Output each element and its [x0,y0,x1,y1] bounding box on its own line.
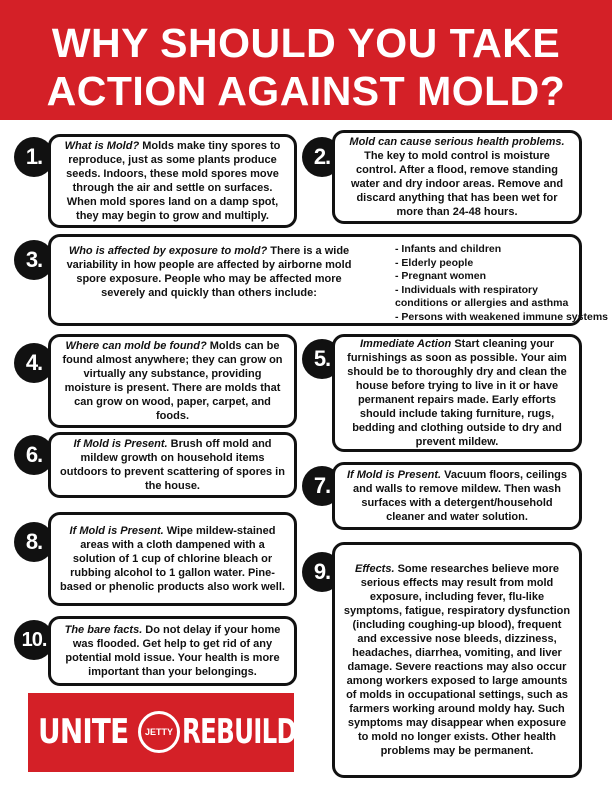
section-lead-8: If Mold is Present. [69,525,164,537]
section-box-4 [48,334,297,428]
section-body-2: The key to mold control is moisture control. After a flood, remove standing water and dry indoor areas. Remove and discard anything that has been wet for more than 24-48 hours. [350,150,564,218]
section-lead-9: Effects. [354,563,395,575]
unite-rebuild-logo [28,693,297,772]
section-lead-4: Where can mold be found? [65,340,207,352]
section-number-4: 4. [14,343,54,383]
logo-rebuild-text: REBUILD [182,712,297,752]
section-body-10: Do not delay if your home was flooded. Get help to get rid of any potential mold issue. Your health is more important than your belongings. [65,624,281,678]
section-box-9 [332,542,582,778]
section-box-5 [332,334,582,452]
section-body-6: Brush off mold and mildew growth on household items outdoors to prevent scattering of spores in the house. [60,438,285,492]
section-lead-2: Mold can cause serious health problems. [349,136,565,148]
title-banner [0,0,612,120]
section-lead-3: Who is affected by exposure to mold? [68,245,268,257]
section-body-8: Wipe mildew-stained areas with a cloth dampened with a solution of 1 cup of chlorine bleach or rubbing alcohol to 1 gallon water. Pine-based or phenolic products also work well. [60,525,285,593]
section-box-7 [332,462,582,530]
logo-unite-text: UNITE [38,712,129,752]
list-item: - Persons with weakened immune systems [395,310,608,323]
section-body-7: Vacuum floors, ceilings and walls to remove mildew. Then wash surfaces with a detergent/household cleaner and water solution. [352,469,568,523]
page-title-line-1: WHY SHOULD YOU TAKE [51,20,561,66]
section-lead-6: If Mold is Present. [73,438,168,450]
list-item: - Infants and children [395,243,502,255]
list-item: - Individuals with respiratory [395,283,538,296]
section-lead-7: If Mold is Present. [346,469,442,481]
list-item: conditions or allergies and asthma [395,297,569,309]
section-box-8 [48,512,297,606]
section-number-7: 7. [302,466,342,506]
section-lead-5: Immediate Action [360,338,452,350]
section-number-9: 9. [302,552,342,592]
section-number-2: 2. [302,137,342,177]
section-box-2 [332,130,582,224]
section-number-3: 3. [14,240,54,280]
section-body-3: There is a wide variability in how people are affected by airborne mold spore exposure. People who may be affected more severely and quickly than others include: [66,245,352,299]
section-body-1: Molds make tiny spores to reproduce, just as some plants produce seeds. Indoors, these mold spores move through the air and settle on surfaces. When mold spores land on a damp spot, they may begin to grow and multiply. [66,140,281,222]
section-number-1: 1. [14,137,54,177]
section-number-10: 10. [14,620,54,660]
section-box-3 [48,234,608,326]
list-item: - Elderly people [395,256,474,269]
section-number-6: 6. [14,435,54,475]
section-number-5: 5. [302,339,342,379]
page-title-line-2: ACTION AGAINST MOLD? [46,68,566,114]
section-box-1 [48,134,297,228]
section-body-9: Some researches believe more serious effects may result from mold exposure, including fever, flu-like symptoms, fatigue, respiratory dysfunction (including coughing-up blood), frequent and excessive nose bleeds, dizziness, headaches, diarrhea, vomiting, and liver damage. Severe reactions may also occur among workers exposed to large amounts of molds in occupational settings, such as farmers working around moldy hay. Such symptoms may disappear when exposure to mold no longer exists. Other health problems may be permanent. [343,563,571,757]
section-number-8: 8. [14,522,54,562]
list-item: - Pregnant women [395,270,487,282]
section-body-4: Molds can be found almost anywhere; they can grow on virtually any substance, providing moisture is present. There are molds that can grow on wood, paper, carpet, and foods. [62,340,283,422]
section-lead-10: The bare facts. [64,624,143,636]
affected-groups-list [395,243,612,324]
section-box-6 [48,432,297,498]
section-lead-1: What is Mold? [64,140,140,152]
section-box-10 [48,616,297,686]
section-body-5: Start cleaning your furnishings as soon as possible. Your aim should be to thoroughly dry and clean the house before trying to live in it or have permanent repairs made. Early efforts should include taking furniture, rugs, bedding and clothing outside to dry and prevent mildew. [347,338,567,448]
jetty-logo-icon: JETTY [138,711,180,753]
